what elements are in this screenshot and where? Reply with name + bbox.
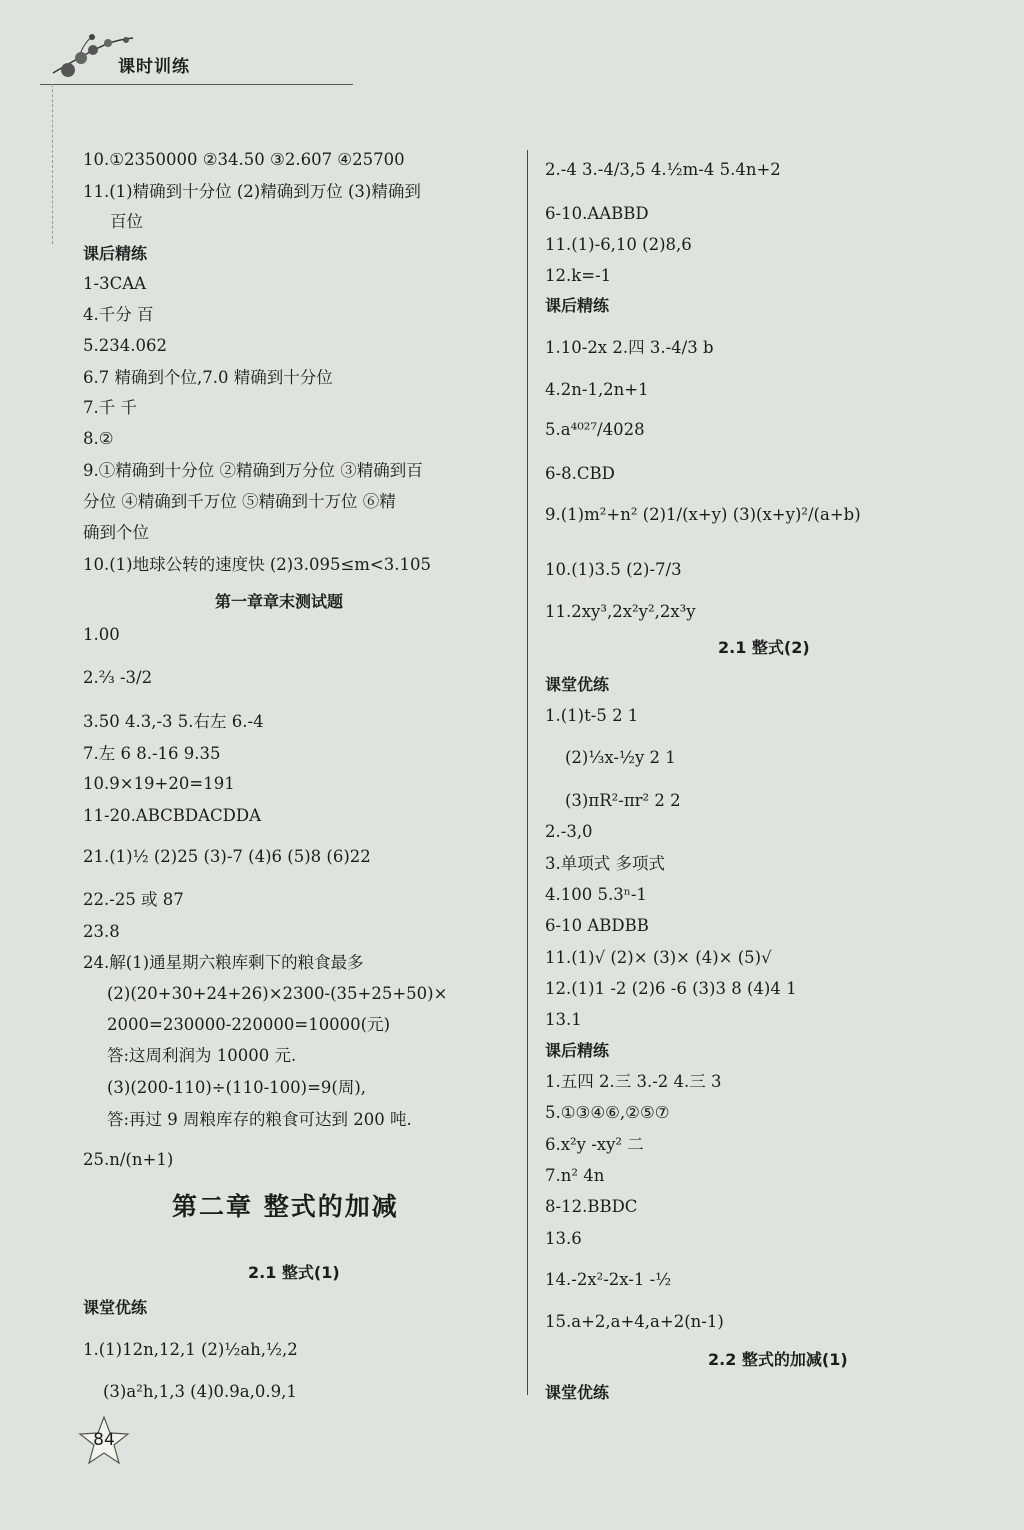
- answer-line: 25.n/(n+1): [83, 1150, 174, 1169]
- answer-line: 1.(1)12n,12,1 (2)½ah,½,2: [83, 1340, 298, 1359]
- answer-line: 12.(1)1 -2 (2)6 -6 (3)3 8 (4)4 1: [545, 979, 797, 998]
- column-divider: [527, 150, 528, 1395]
- answer-line: 2.-3,0: [545, 822, 593, 841]
- answer-line: 7.n² 4n: [545, 1166, 605, 1185]
- answer-line: 分位 ④精确到千万位 ⑤精确到十万位 ⑥精: [83, 492, 396, 511]
- section-heading: 课后精练: [545, 1041, 610, 1060]
- answer-line: 4.千分 百: [83, 305, 154, 324]
- answer-line: 5.234.062: [83, 336, 167, 355]
- answer-line: 1.五四 2.三 3.-2 4.三 3: [545, 1072, 722, 1091]
- answer-line: 11.(1)√ (2)× (3)× (4)× (5)√: [545, 948, 772, 967]
- answer-line: 13.1: [545, 1010, 582, 1029]
- answer-line: 24.解(1)通星期六粮库剩下的粮食最多: [83, 953, 364, 972]
- answer-line: 6-10 ABDBB: [545, 916, 649, 935]
- answer-line: 7.左 6 8.-16 9.35: [83, 744, 221, 763]
- section-heading: 第一章章末测试题: [215, 592, 344, 611]
- answer-line: 12.k=-1: [545, 266, 612, 285]
- answer-line: 2000=230000-220000=10000(元): [107, 1015, 391, 1034]
- answer-line: 11.2xy³,2x²y²,2x³y: [545, 602, 696, 621]
- answer-line: 14.-2x²-2x-1 -½: [545, 1270, 672, 1289]
- answer-line: 3.单项式 多项式: [545, 854, 665, 873]
- section-heading: 第二章 整式的加减: [172, 1192, 399, 1221]
- answer-line: 11-20.ABCBDACDDA: [83, 806, 262, 825]
- answer-line: 答:再过 9 周粮库存的粮食可达到 200 吨.: [107, 1110, 412, 1129]
- answer-line: (3)a²h,1,3 (4)0.9a,0.9,1: [103, 1382, 297, 1401]
- answer-line: 10.①2350000 ②34.50 ③2.607 ④25700: [83, 150, 405, 169]
- answer-line: 答:这周利润为 10000 元.: [107, 1046, 297, 1065]
- answer-line: 6-10.AABBD: [545, 204, 649, 223]
- answer-line: 23.8: [83, 922, 120, 941]
- answer-line: (3)πR²-πr² 2 2: [565, 791, 681, 810]
- answer-line: 13.6: [545, 1229, 582, 1248]
- page-number-badge: [78, 1415, 130, 1465]
- answer-line: 4.2n-1,2n+1: [545, 380, 649, 399]
- answer-line: 22.-25 或 87: [83, 890, 184, 909]
- answer-line: 2.⅔ -3/2: [83, 668, 153, 687]
- answer-line: 1.(1)t-5 2 1: [545, 706, 639, 725]
- page-number: 84: [93, 1430, 115, 1450]
- section-heading: 课堂优练: [545, 1383, 610, 1402]
- answer-line: 10.(1)3.5 (2)-7/3: [545, 560, 682, 579]
- answer-line: 10.(1)地球公转的速度快 (2)3.095≤m<3.105: [83, 555, 431, 574]
- answer-line: 11.(1)精确到十分位 (2)精确到万位 (3)精确到: [83, 182, 421, 201]
- section-heading: 课后精练: [83, 244, 148, 263]
- section-heading: 课堂优练: [83, 1298, 148, 1317]
- answer-line: 2.-4 3.-4/3,5 4.½m-4 5.4n+2: [545, 160, 781, 179]
- answer-line: 5.a⁴⁰²⁷/4028: [545, 420, 645, 439]
- answer-line: 4.100 5.3ⁿ-1: [545, 885, 647, 904]
- answer-line: 6.7 精确到个位,7.0 精确到十分位: [83, 368, 333, 387]
- answer-line: 9.(1)m²+n² (2)1/(x+y) (3)(x+y)²/(a+b): [545, 505, 861, 524]
- answer-line: 确到个位: [83, 523, 149, 542]
- answer-line: 15.a+2,a+4,a+2(n-1): [545, 1312, 724, 1331]
- answer-line: 6-8.CBD: [545, 464, 615, 483]
- answer-line: 8.②: [83, 429, 114, 448]
- answer-line: 11.(1)-6,10 (2)8,6: [545, 235, 692, 254]
- section-heading: 2.2 整式的加减(1): [708, 1350, 848, 1369]
- answer-line: (2)⅓x-½y 2 1: [565, 748, 676, 767]
- answer-line: 1.00: [83, 625, 120, 644]
- page-header: [40, 22, 360, 92]
- section-heading: 2.1 整式(1): [248, 1263, 340, 1282]
- answer-line: 8-12.BBDC: [545, 1197, 638, 1216]
- section-heading: 课后精练: [545, 296, 610, 315]
- answer-line: 21.(1)½ (2)25 (3)-7 (4)6 (5)8 (6)22: [83, 847, 371, 866]
- answer-line: (2)(20+30+24+26)×2300-(35+25+50)×: [107, 984, 448, 1003]
- answer-line: (3)(200-110)÷(110-100)=9(周),: [107, 1078, 367, 1097]
- answer-line: 1.10-2x 2.四 3.-4/3 b: [545, 338, 714, 357]
- margin-rule: [52, 84, 53, 244]
- answer-line: 10.9×19+20=191: [83, 774, 235, 793]
- header-title: 课时训练: [118, 57, 190, 77]
- answer-line: 1-3CAA: [83, 274, 147, 293]
- answer-line: 3.50 4.3,-3 5.右左 6.-4: [83, 712, 264, 731]
- answer-line: 5.①③④⑥,②⑤⑦: [545, 1103, 670, 1122]
- answer-line: 9.①精确到十分位 ②精确到万分位 ③精确到百: [83, 461, 423, 480]
- answer-line: 6.x²y -xy² 二: [545, 1135, 644, 1154]
- answer-line: 百位: [110, 212, 143, 231]
- answer-line: 7.千 千: [83, 398, 137, 417]
- header-rule: [40, 84, 353, 85]
- section-heading: 课堂优练: [545, 675, 610, 694]
- section-heading: 2.1 整式(2): [718, 638, 810, 657]
